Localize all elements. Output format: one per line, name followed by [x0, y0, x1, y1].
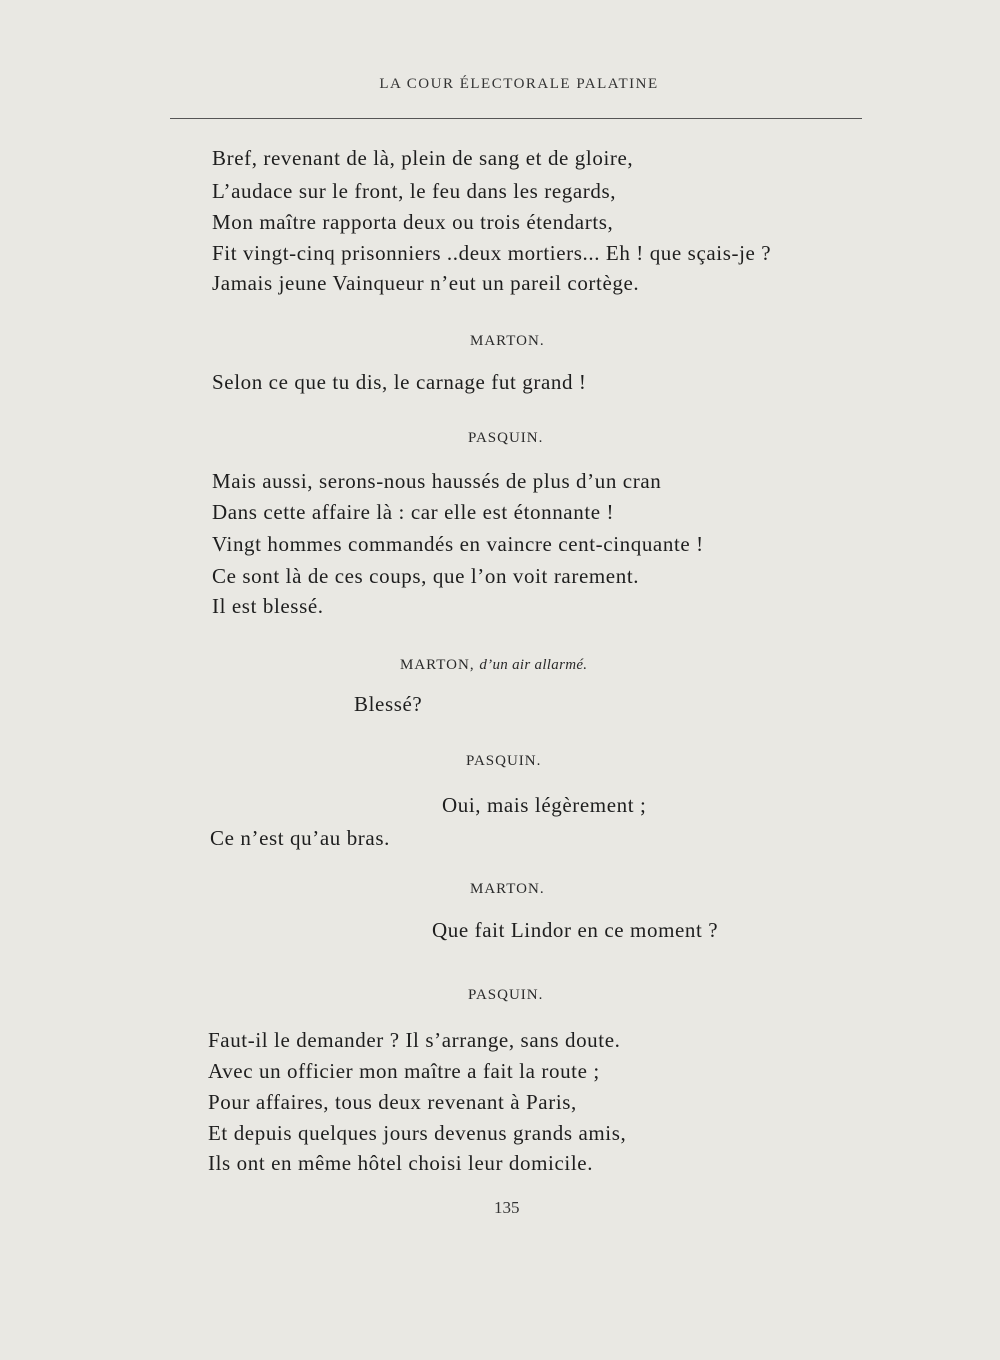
verse-line: Jamais jeune Vainqueur n’eut un pareil cortège. [212, 271, 640, 295]
speaker-name: MARTON. [470, 333, 545, 349]
speaker-with-direction [400, 657, 587, 674]
verse-line: Oui, mais légèrement ; [442, 793, 647, 817]
verse-line: Ce sont là de ces coups, que l’on voit rarement. [212, 564, 640, 588]
verse-line: Mais aussi, serons-nous haussés de plus d’un cran [212, 469, 662, 493]
speaker-name: PASQUIN. [468, 987, 544, 1003]
verse-line: Dans cette affaire là : car elle est étonnante ! [212, 500, 615, 524]
speaker-name: MARTON, [400, 657, 475, 673]
verse-line: Faut-il le demander ? Il s’arrange, sans doute. [208, 1028, 621, 1052]
verse-line: Avec un officier mon maître a fait la route ; [208, 1059, 600, 1083]
verse-line: Et depuis quelques jours devenus grands amis, [208, 1121, 627, 1145]
verse-line: Mon maître rapporta deux ou trois étendarts, [212, 210, 614, 234]
verse-line: Ce n’est qu’au bras. [210, 826, 390, 850]
verse-line: Selon ce que tu dis, le carnage fut grand ! [212, 370, 587, 394]
verse-line: Blessé? [354, 692, 423, 716]
speaker-name: PASQUIN. [466, 753, 542, 769]
verse-line: Vingt hommes commandés en vaincre cent-cinquante ! [212, 532, 704, 556]
verse-line: Ils ont en même hôtel choisi leur domicile. [208, 1151, 594, 1175]
stage-direction: d’un air allarmé. [479, 657, 588, 673]
header-rule [170, 118, 862, 119]
verse-line: Fit vingt-cinq prisonniers ..deux mortiers... Eh ! que sçais-je ? [212, 241, 772, 265]
verse-line: Bref, revenant de là, plein de sang et de gloire, [212, 146, 634, 170]
verse-line: Pour affaires, tous deux revenant à Paris, [208, 1090, 577, 1114]
page-number: 135 [494, 1198, 520, 1217]
running-head: LA COUR ÉLECTORALE PALATINE [379, 76, 659, 92]
speaker-name: PASQUIN. [468, 430, 544, 446]
verse-line: Il est blessé. [212, 594, 324, 618]
speaker-name: MARTON. [470, 881, 545, 897]
verse-line: L’audace sur le front, le feu dans les regards, [212, 179, 617, 203]
verse-line: Que fait Lindor en ce moment ? [432, 918, 719, 942]
